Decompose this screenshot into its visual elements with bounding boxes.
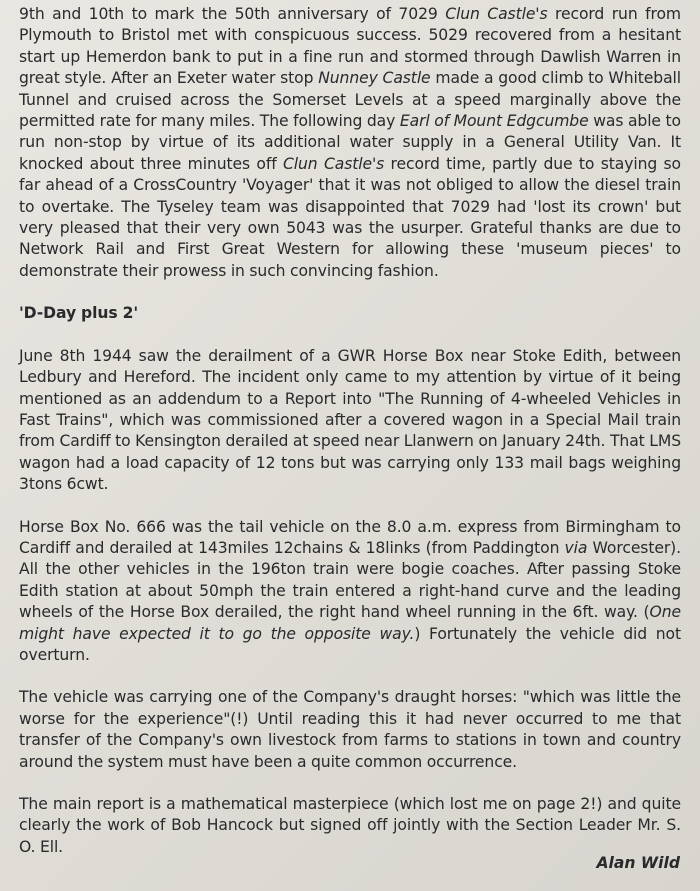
paragraph-main-report: The main report is a mathematical masterpiece (which lost me on page 2!) and quite clearly the work of Bob Hancock but signed off jointly with the Section Leader Mr. S. O. Ell. <box>19 795 681 856</box>
italic-phrase: Earl of Mount Edgcumbe <box>399 112 589 131</box>
paragraph-horse-box: Horse Box No. 666 was the tail vehicle on the 8.0 a.m. express from Birmingham to Cardiff and derailed at 143miles 12chains & 18links (from Paddington via Worcester). All the other vehicles in the 196ton train were bogie coaches. After passing Stoke Edith station at about 50mph the train entered a right-hand curve and the leading wheels of the Horse Box derailed, the right hand wheel running in the 6ft. way. (One might have expected it to go the opposite way.) Fortunately the vehicle did not overturn. <box>19 517 681 664</box>
italic-phrase: Clun Castle's <box>445 5 548 23</box>
paragraph-draught-horse: The vehicle was carrying one of the Company's draught horses: "which was little the worse for the experience"(!) Until reading this it had never occurred to me that transfer of the Company's own livestock from farms to stations in town and country around the system must have been a quite common occurrence. <box>19 688 681 771</box>
paragraph-derailment-intro: June 8th 1944 saw the derailment of a GWR Horse Box near Stoke Edith, between Ledbury and Hereford. The incident only came to my attention by virtue of it being mentioned as an addendum to a Report into "The Running of 4-wheeled Vehicles in Fast Trains", which was commissioned after a covered wagon in a Special Mail train from Cardiff to Kensington derailed at speed near Llanwern on January 24th. That LMS wagon had a load capacity of 12 tons but was carrying only 133 mail bags weighing 3tons 6cwt. <box>19 346 681 494</box>
paragraph-anniversary-run: 9th and 10th to mark the 50th anniversary of 7029 Clun Castle's record run from Plymouth to Bristol met with conspicuous success. 5029 recovered from a hesitant start up Hemerdon bank to put in a fine run and stormed through Dawlish Warren in great style. After an Exeter water stop Nunney Castle made a good climb to Whiteball Tunnel and cruised across the Somerset Levels at a speed marginally above the permitted rate for many miles. The following day Earl of Mount Edgcumbe was able to run non-stop by virtue of its additional water supply in a General Utility Van. It knocked about three minutes off Clun Castle's record time, partly due to staying so far ahead of a CrossCountry 'Voyager' that it was not obliged to allow the diesel train to overtake. The Tyseley team was disappointed that 7029 had 'lost its crown' but very pleased that their very own 5043 was the usurper. Grateful thanks are due to Network Rail and First Great Western for allowing these 'museum pieces' to demonstrate their prowess in such convincing fashion. <box>19 5 681 280</box>
section-heading-d-day: 'D-Day plus 2' <box>19 304 139 323</box>
italic-phrase: Clun Castle's <box>283 154 385 173</box>
author-signature: Alan Wild <box>596 854 680 872</box>
italic-phrase: via <box>564 538 588 557</box>
article-body <box>19 4 681 858</box>
italic-phrase: One might have expected it to go the opposite way. <box>19 603 681 643</box>
italic-phrase: Nunney Castle <box>318 69 431 88</box>
